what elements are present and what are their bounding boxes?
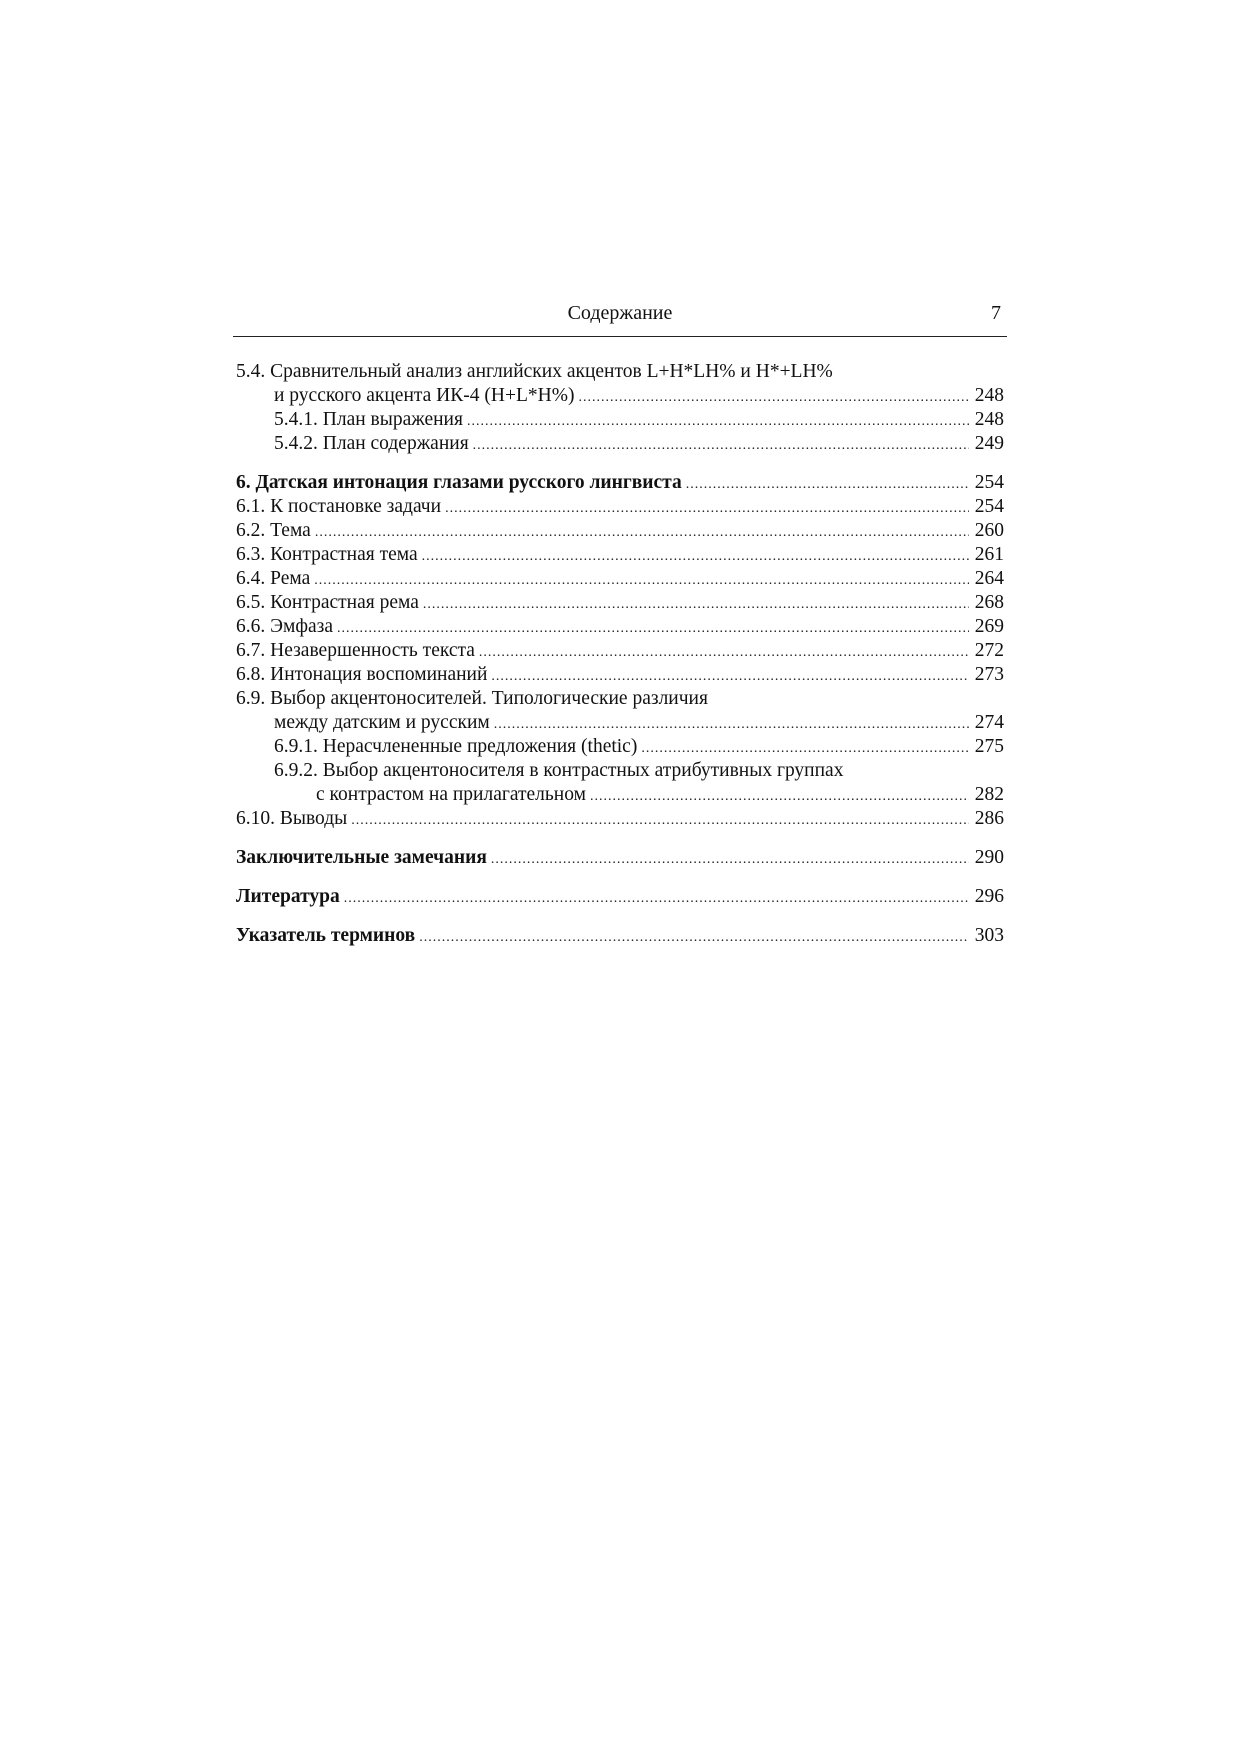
toc-entry[interactable] — [236, 519, 1004, 543]
toc-page-number: 260 — [974, 520, 1004, 541]
toc-page-number: 248 — [974, 385, 1004, 406]
toc-page-number: 286 — [974, 808, 1004, 829]
toc-entry-title: 6.2. Тема — [236, 520, 311, 541]
toc-page-number: 261 — [974, 544, 1004, 565]
dot-leader — [479, 641, 969, 665]
toc-entry-title: и русского акцента ИК-4 (H+L*H%) — [274, 385, 575, 406]
toc-entry[interactable] — [236, 639, 1004, 663]
dot-leader — [351, 809, 969, 833]
dot-leader — [590, 785, 969, 809]
toc-entry[interactable] — [236, 567, 1004, 591]
dot-leader — [344, 887, 969, 911]
toc-entry-title: 6.5. Контрастная рема — [236, 592, 419, 613]
table-of-contents — [236, 360, 1004, 948]
toc-entry-title: 6.7. Незавершенность текста — [236, 640, 475, 661]
toc-entry-title: 5.4.2. План содержания — [274, 433, 469, 454]
toc-entry-title: 6.9.1. Нерасчлененные предложения (thetic) — [274, 736, 638, 757]
toc-page-number: 264 — [974, 568, 1004, 589]
toc-entry-title: Литература — [236, 886, 340, 907]
running-header — [233, 302, 1007, 337]
toc-entry-heading — [236, 360, 1004, 384]
toc-page-number: 296 — [974, 886, 1004, 907]
toc-entry-title: Указатель терминов — [236, 925, 416, 946]
toc-entry[interactable] — [236, 384, 1004, 408]
toc-entry[interactable] — [236, 807, 1004, 831]
dot-leader — [494, 713, 969, 737]
toc-entry[interactable] — [236, 408, 1004, 432]
toc-entry-heading — [236, 759, 1004, 783]
toc-page-number: 254 — [974, 496, 1004, 517]
toc-entry-title: с контрастом на прилагательном — [316, 784, 586, 805]
toc-entry-title: 6.9. Выбор акцентоносителей. Типологические различия — [236, 688, 708, 709]
toc-entry-title: между датским и русским — [274, 712, 490, 733]
toc-chapter-entry[interactable] — [236, 924, 1004, 948]
toc-entry[interactable] — [236, 495, 1004, 519]
dot-leader — [473, 434, 969, 458]
dot-leader — [315, 521, 969, 545]
toc-page-number: 248 — [974, 409, 1004, 430]
toc-entry[interactable] — [236, 432, 1004, 456]
toc-page-number: 303 — [974, 925, 1004, 946]
header-page-number: 7 — [991, 302, 1001, 324]
toc-page-number: 254 — [974, 472, 1004, 493]
toc-entry-title: 6.9.2. Выбор акцентоносителя в контрастных атрибутивных группах — [274, 760, 844, 781]
dot-leader — [686, 473, 969, 497]
dot-leader — [578, 386, 969, 410]
toc-entry-heading — [236, 687, 1004, 711]
toc-page-number: 269 — [974, 616, 1004, 637]
toc-chapter-entry[interactable] — [236, 471, 1004, 495]
dot-leader — [314, 569, 969, 593]
toc-page-number: 273 — [974, 664, 1004, 685]
toc-entry-title: 5.4. Сравнительный анализ английских акцентов L+H*LH% и H*+LH% — [236, 361, 833, 382]
toc-entry-title: 6.1. К постановке задачи — [236, 496, 442, 517]
toc-page-number: 249 — [974, 433, 1004, 454]
toc-entry-title: 6.4. Рема — [236, 568, 311, 589]
dot-leader — [423, 593, 969, 617]
header-title: Содержание — [567, 302, 673, 324]
toc-page-number: 282 — [974, 784, 1004, 805]
dot-leader — [422, 545, 969, 569]
toc-entry[interactable] — [236, 711, 1004, 735]
toc-entry-title: 6.3. Контрастная тема — [236, 544, 418, 565]
dot-leader — [337, 617, 969, 641]
dot-leader — [641, 737, 969, 761]
toc-page-number: 274 — [974, 712, 1004, 733]
dot-leader — [491, 665, 969, 689]
toc-entry-title: 6.6. Эмфаза — [236, 616, 333, 637]
toc-entry-title: Заключительные замечания — [236, 847, 487, 868]
toc-page-number: 275 — [974, 736, 1004, 757]
toc-entry[interactable] — [236, 591, 1004, 615]
toc-entry[interactable] — [236, 543, 1004, 567]
toc-entry-title: 5.4.1. План выражения — [274, 409, 463, 430]
toc-page-number: 290 — [974, 847, 1004, 868]
toc-page-number: 272 — [974, 640, 1004, 661]
dot-leader — [467, 410, 969, 434]
toc-chapter-entry[interactable] — [236, 846, 1004, 870]
dot-leader — [491, 848, 969, 872]
dot-leader — [445, 497, 969, 521]
toc-entry[interactable] — [236, 615, 1004, 639]
toc-entry-title: 6.8. Интонация воспоминаний — [236, 664, 488, 685]
dot-leader — [419, 926, 969, 950]
toc-entry-title: 6.10. Выводы — [236, 808, 348, 829]
toc-entry[interactable] — [236, 783, 1004, 807]
toc-page-number: 268 — [974, 592, 1004, 613]
toc-entry[interactable] — [236, 735, 1004, 759]
toc-entry[interactable] — [236, 663, 1004, 687]
toc-chapter-entry[interactable] — [236, 885, 1004, 909]
toc-entry-title: 6. Датская интонация глазами русского лингвиста — [236, 472, 682, 493]
